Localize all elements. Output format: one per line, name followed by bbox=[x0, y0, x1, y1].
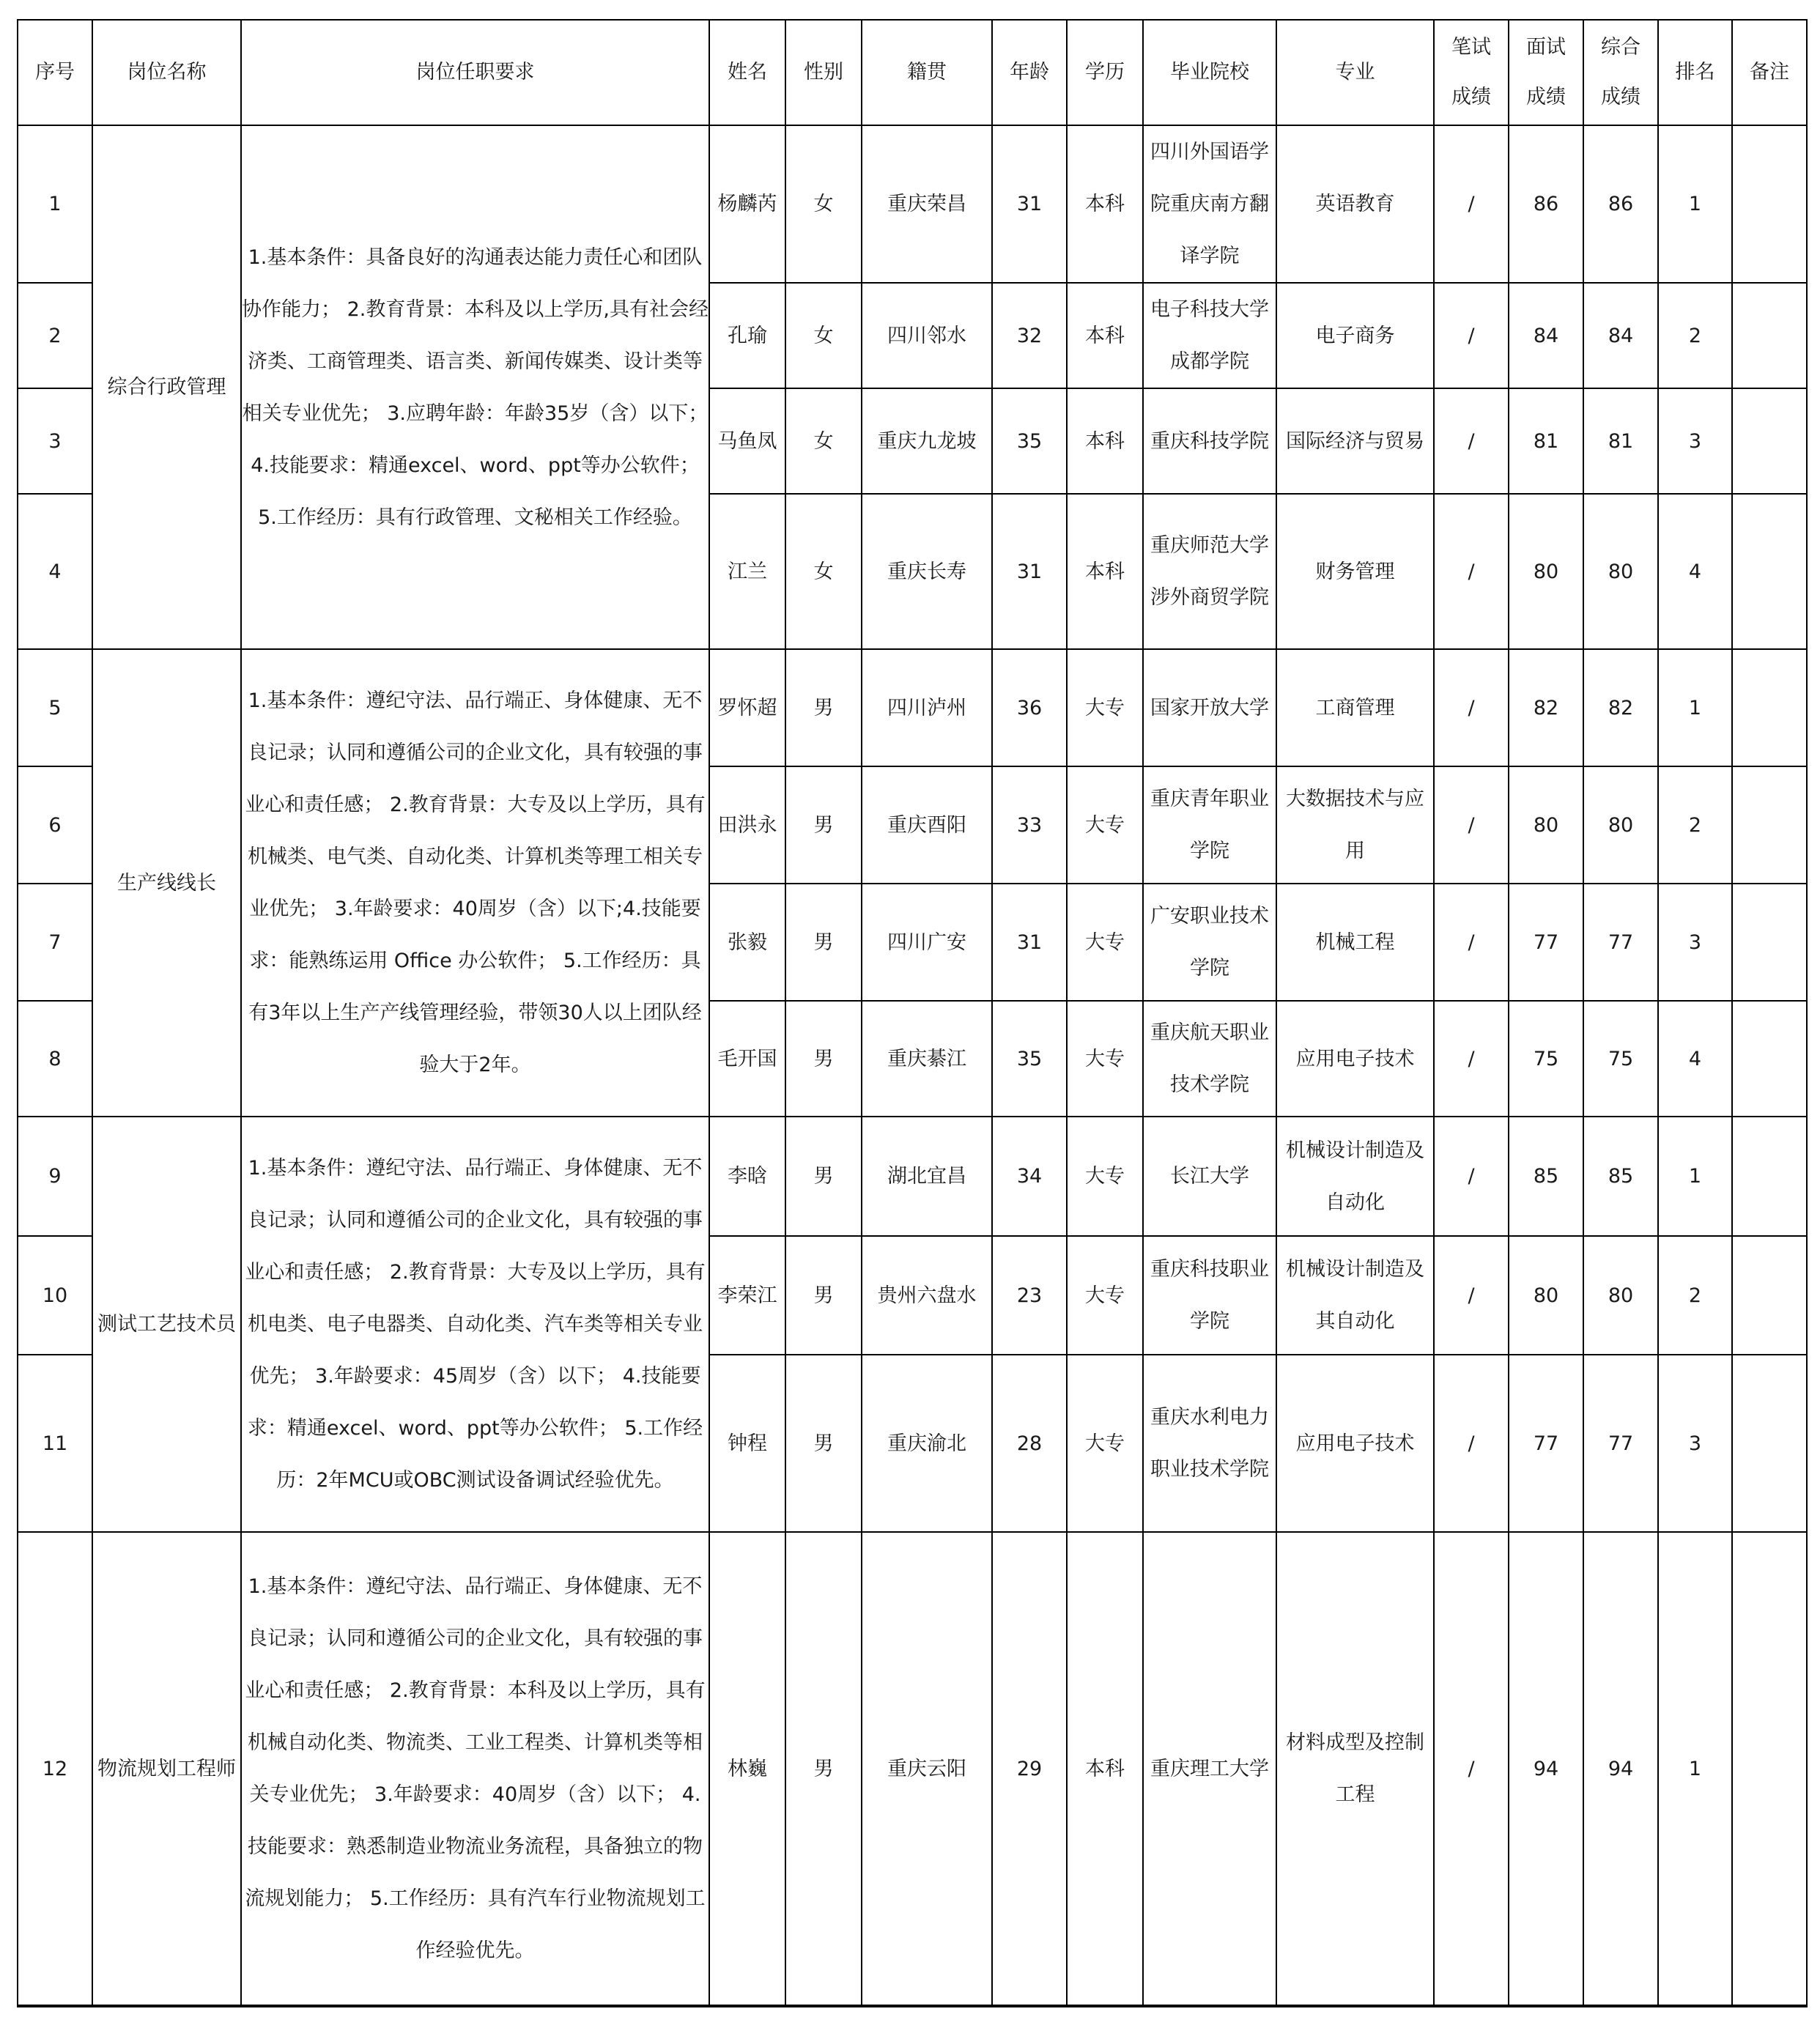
cell-seq: 10 bbox=[18, 1236, 92, 1355]
cell-major: 机械设计制造及其自动化 bbox=[1276, 1236, 1434, 1355]
cell-major: 英语教育 bbox=[1276, 125, 1434, 283]
cell-written-score: / bbox=[1434, 494, 1509, 649]
header-total-score: 综合成绩 bbox=[1583, 20, 1658, 125]
cell-education: 本科 bbox=[1067, 388, 1143, 494]
table-row bbox=[18, 649, 1807, 766]
table-row bbox=[18, 125, 1807, 283]
cell-gender: 男 bbox=[785, 1236, 862, 1355]
cell-rank: 2 bbox=[1658, 1236, 1732, 1355]
cell-interview-score: 77 bbox=[1509, 884, 1583, 1001]
header-remarks: 备注 bbox=[1732, 20, 1807, 125]
cell-rank: 4 bbox=[1658, 494, 1732, 649]
cell-seq: 8 bbox=[18, 1001, 92, 1117]
cell-native-place: 重庆长寿 bbox=[862, 494, 992, 649]
cell-interview-score: 84 bbox=[1509, 283, 1583, 388]
cell-requirements: 1.基本条件：遵纪守法、品行端正、身体健康、无不良记录；认同和遵循公司的企业文化，具有较强的事业心和责任感； 2.教育背景：大专及以上学历，具有机电类、电子电器类、自动化类、汽车类等相关专业优先； 3.年龄要求：45周岁（含）以下； 4.技能要求：精通excel、word、ppt等办公软件； 5.工作经历：2年MCU或OBC测试设备调试经验优先。 bbox=[241, 1117, 709, 1532]
cell-education: 本科 bbox=[1067, 283, 1143, 388]
cell-school: 重庆理工大学 bbox=[1143, 1532, 1276, 2006]
header-row bbox=[18, 20, 1807, 125]
cell-written-score: / bbox=[1434, 283, 1509, 388]
cell-interview-score: 80 bbox=[1509, 1236, 1583, 1355]
cell-name: 张毅 bbox=[709, 884, 785, 1001]
cell-rank: 3 bbox=[1658, 388, 1732, 494]
cell-age: 32 bbox=[992, 283, 1067, 388]
cell-age: 31 bbox=[992, 494, 1067, 649]
cell-rank: 4 bbox=[1658, 1001, 1732, 1117]
cell-total-score: 94 bbox=[1583, 1532, 1658, 2006]
cell-school: 四川外国语学院重庆南方翻译学院 bbox=[1143, 125, 1276, 283]
cell-gender: 女 bbox=[785, 283, 862, 388]
cell-remarks bbox=[1732, 283, 1807, 388]
cell-age: 28 bbox=[992, 1355, 1067, 1532]
cell-major: 大数据技术与应用 bbox=[1276, 766, 1434, 884]
cell-remarks bbox=[1732, 125, 1807, 283]
cell-age: 34 bbox=[992, 1117, 1067, 1236]
header-age: 年龄 bbox=[992, 20, 1067, 125]
cell-total-score: 86 bbox=[1583, 125, 1658, 283]
cell-remarks bbox=[1732, 1532, 1807, 2006]
header-rank: 排名 bbox=[1658, 20, 1732, 125]
cell-education: 本科 bbox=[1067, 494, 1143, 649]
cell-written-score: / bbox=[1434, 125, 1509, 283]
header-name: 姓名 bbox=[709, 20, 785, 125]
cell-major: 电子商务 bbox=[1276, 283, 1434, 388]
cell-position: 综合行政管理 bbox=[92, 125, 241, 649]
cell-written-score: / bbox=[1434, 649, 1509, 766]
cell-school: 电子科技大学成都学院 bbox=[1143, 283, 1276, 388]
cell-remarks bbox=[1732, 388, 1807, 494]
cell-age: 35 bbox=[992, 388, 1067, 494]
cell-gender: 男 bbox=[785, 766, 862, 884]
cell-name: 罗怀超 bbox=[709, 649, 785, 766]
cell-seq: 1 bbox=[18, 125, 92, 283]
cell-total-score: 75 bbox=[1583, 1001, 1658, 1117]
cell-total-score: 82 bbox=[1583, 649, 1658, 766]
cell-total-score: 85 bbox=[1583, 1117, 1658, 1236]
cell-school: 重庆青年职业学院 bbox=[1143, 766, 1276, 884]
cell-native-place: 重庆綦江 bbox=[862, 1001, 992, 1117]
header-written-score: 笔试成绩 bbox=[1434, 20, 1509, 125]
cell-position: 物流规划工程师 bbox=[92, 1532, 241, 2006]
cell-major: 工商管理 bbox=[1276, 649, 1434, 766]
cell-native-place: 贵州六盘水 bbox=[862, 1236, 992, 1355]
cell-interview-score: 94 bbox=[1509, 1532, 1583, 2006]
cell-native-place: 重庆云阳 bbox=[862, 1532, 992, 2006]
cell-native-place: 四川广安 bbox=[862, 884, 992, 1001]
cell-education: 大专 bbox=[1067, 1355, 1143, 1532]
cell-major: 财务管理 bbox=[1276, 494, 1434, 649]
cell-rank: 2 bbox=[1658, 766, 1732, 884]
cell-education: 大专 bbox=[1067, 884, 1143, 1001]
cell-gender: 男 bbox=[785, 649, 862, 766]
cell-rank: 3 bbox=[1658, 1355, 1732, 1532]
cell-major: 应用电子技术 bbox=[1276, 1001, 1434, 1117]
cell-major: 国际经济与贸易 bbox=[1276, 388, 1434, 494]
cell-interview-score: 75 bbox=[1509, 1001, 1583, 1117]
cell-rank: 1 bbox=[1658, 1117, 1732, 1236]
cell-rank: 1 bbox=[1658, 1532, 1732, 2006]
cell-interview-score: 77 bbox=[1509, 1355, 1583, 1532]
cell-native-place: 重庆九龙坡 bbox=[862, 388, 992, 494]
cell-name: 李晗 bbox=[709, 1117, 785, 1236]
candidate-ranking-table bbox=[17, 19, 1808, 2007]
cell-seq: 7 bbox=[18, 884, 92, 1001]
cell-major: 机械设计制造及自动化 bbox=[1276, 1117, 1434, 1236]
cell-seq: 6 bbox=[18, 766, 92, 884]
cell-age: 31 bbox=[992, 125, 1067, 283]
cell-position: 测试工艺技术员 bbox=[92, 1117, 241, 1532]
header-interview-score: 面试成绩 bbox=[1509, 20, 1583, 125]
cell-school: 重庆航天职业技术学院 bbox=[1143, 1001, 1276, 1117]
table-row bbox=[18, 1117, 1807, 1236]
cell-requirements: 1.基本条件：具备良好的沟通表达能力责任心和团队协作能力； 2.教育背景：本科及以上学历,具有社会经济类、工商管理类、语言类、新闻传媒类、设计类等相关专业优先； 3.应聘年龄：年龄35岁（含）以下； 4.技能要求：精通excel、word、ppt等办公软件； 5.工作经历：具有行政管理、文秘相关工作经验。 bbox=[241, 125, 709, 649]
cell-seq: 4 bbox=[18, 494, 92, 649]
cell-education: 大专 bbox=[1067, 649, 1143, 766]
cell-name: 江兰 bbox=[709, 494, 785, 649]
header-school: 毕业院校 bbox=[1143, 20, 1276, 125]
cell-written-score: / bbox=[1434, 1001, 1509, 1117]
cell-native-place: 四川泸州 bbox=[862, 649, 992, 766]
cell-gender: 男 bbox=[785, 1355, 862, 1532]
cell-remarks bbox=[1732, 766, 1807, 884]
cell-written-score: / bbox=[1434, 1117, 1509, 1236]
cell-name: 林巍 bbox=[709, 1532, 785, 2006]
header-gender: 性别 bbox=[785, 20, 862, 125]
cell-education: 本科 bbox=[1067, 125, 1143, 283]
header-position: 岗位名称 bbox=[92, 20, 241, 125]
cell-written-score: / bbox=[1434, 766, 1509, 884]
cell-interview-score: 81 bbox=[1509, 388, 1583, 494]
cell-total-score: 84 bbox=[1583, 283, 1658, 388]
cell-age: 33 bbox=[992, 766, 1067, 884]
cell-seq: 9 bbox=[18, 1117, 92, 1236]
cell-name: 孔瑜 bbox=[709, 283, 785, 388]
cell-native-place: 重庆酉阳 bbox=[862, 766, 992, 884]
cell-native-place: 湖北宜昌 bbox=[862, 1117, 992, 1236]
cell-rank: 1 bbox=[1658, 649, 1732, 766]
cell-written-score: / bbox=[1434, 388, 1509, 494]
cell-interview-score: 80 bbox=[1509, 494, 1583, 649]
cell-gender: 女 bbox=[785, 388, 862, 494]
cell-requirements: 1.基本条件：遵纪守法、品行端正、身体健康、无不良记录；认同和遵循公司的企业文化，具有较强的事业心和责任感； 2.教育背景：大专及以上学历，具有机械类、电气类、自动化类、计算机类等理工相关专业优先； 3.年龄要求：40周岁（含）以下;4.技能要求：能熟练运用 Office 办公软件； 5.工作经历：具有3年以上生产产线管理经验，带领30人以上团队经验大于2年。 bbox=[241, 649, 709, 1117]
cell-name: 马鱼凤 bbox=[709, 388, 785, 494]
cell-age: 31 bbox=[992, 884, 1067, 1001]
cell-remarks bbox=[1732, 1117, 1807, 1236]
cell-remarks bbox=[1732, 1001, 1807, 1117]
cell-age: 23 bbox=[992, 1236, 1067, 1355]
cell-education: 大专 bbox=[1067, 766, 1143, 884]
cell-school: 国家开放大学 bbox=[1143, 649, 1276, 766]
cell-gender: 女 bbox=[785, 494, 862, 649]
cell-name: 钟程 bbox=[709, 1355, 785, 1532]
cell-total-score: 81 bbox=[1583, 388, 1658, 494]
cell-name: 毛开国 bbox=[709, 1001, 785, 1117]
cell-interview-score: 85 bbox=[1509, 1117, 1583, 1236]
cell-total-score: 80 bbox=[1583, 494, 1658, 649]
cell-age: 29 bbox=[992, 1532, 1067, 2006]
cell-total-score: 80 bbox=[1583, 1236, 1658, 1355]
cell-major: 机械工程 bbox=[1276, 884, 1434, 1001]
cell-requirements: 1.基本条件：遵纪守法、品行端正、身体健康、无不良记录；认同和遵循公司的企业文化，具有较强的事业心和责任感； 2.教育背景：本科及以上学历，具有机械自动化类、物流类、工业工程类、计算机类等相关专业优先； 3.年龄要求：40周岁（含）以下； 4.技能要求：熟悉制造业物流业务流程，具备独立的物流规划能力； 5.工作经历：具有汽车行业物流规划工作经验优先。 bbox=[241, 1532, 709, 2006]
cell-gender: 男 bbox=[785, 1001, 862, 1117]
cell-seq: 3 bbox=[18, 388, 92, 494]
cell-major: 应用电子技术 bbox=[1276, 1355, 1434, 1532]
cell-school: 重庆水利电力职业技术学院 bbox=[1143, 1355, 1276, 1532]
cell-school: 重庆科技职业学院 bbox=[1143, 1236, 1276, 1355]
header-requirements: 岗位任职要求 bbox=[241, 20, 709, 125]
cell-education: 本科 bbox=[1067, 1532, 1143, 2006]
cell-written-score: / bbox=[1434, 884, 1509, 1001]
cell-total-score: 80 bbox=[1583, 766, 1658, 884]
cell-gender: 男 bbox=[785, 884, 862, 1001]
cell-gender: 男 bbox=[785, 1532, 862, 2006]
cell-education: 大专 bbox=[1067, 1001, 1143, 1117]
cell-school: 长江大学 bbox=[1143, 1117, 1276, 1236]
cell-school: 广安职业技术学院 bbox=[1143, 884, 1276, 1001]
header-education: 学历 bbox=[1067, 20, 1143, 125]
cell-remarks bbox=[1732, 1236, 1807, 1355]
header-seq: 序号 bbox=[18, 20, 92, 125]
cell-rank: 2 bbox=[1658, 283, 1732, 388]
cell-rank: 1 bbox=[1658, 125, 1732, 283]
cell-total-score: 77 bbox=[1583, 1355, 1658, 1532]
cell-seq: 2 bbox=[18, 283, 92, 388]
cell-remarks bbox=[1732, 884, 1807, 1001]
header-major: 专业 bbox=[1276, 20, 1434, 125]
cell-written-score: / bbox=[1434, 1532, 1509, 2006]
cell-seq: 11 bbox=[18, 1355, 92, 1532]
cell-written-score: / bbox=[1434, 1355, 1509, 1532]
cell-interview-score: 82 bbox=[1509, 649, 1583, 766]
cell-remarks bbox=[1732, 494, 1807, 649]
cell-position: 生产线线长 bbox=[92, 649, 241, 1117]
cell-name: 李荣江 bbox=[709, 1236, 785, 1355]
cell-rank: 3 bbox=[1658, 884, 1732, 1001]
header-native-place: 籍贯 bbox=[862, 20, 992, 125]
cell-gender: 男 bbox=[785, 1117, 862, 1236]
cell-school: 重庆科技学院 bbox=[1143, 388, 1276, 494]
cell-age: 36 bbox=[992, 649, 1067, 766]
cell-total-score: 77 bbox=[1583, 884, 1658, 1001]
table-row bbox=[18, 1532, 1807, 2006]
cell-remarks bbox=[1732, 1355, 1807, 1532]
cell-seq: 12 bbox=[18, 1532, 92, 2006]
cell-seq: 5 bbox=[18, 649, 92, 766]
cell-education: 大专 bbox=[1067, 1117, 1143, 1236]
cell-gender: 女 bbox=[785, 125, 862, 283]
cell-school: 重庆师范大学涉外商贸学院 bbox=[1143, 494, 1276, 649]
cell-name: 杨麟芮 bbox=[709, 125, 785, 283]
cell-native-place: 重庆荣昌 bbox=[862, 125, 992, 283]
cell-education: 大专 bbox=[1067, 1236, 1143, 1355]
cell-written-score: / bbox=[1434, 1236, 1509, 1355]
cell-name: 田洪永 bbox=[709, 766, 785, 884]
cell-interview-score: 86 bbox=[1509, 125, 1583, 283]
cell-remarks bbox=[1732, 649, 1807, 766]
cell-major: 材料成型及控制工程 bbox=[1276, 1532, 1434, 2006]
cell-native-place: 重庆渝北 bbox=[862, 1355, 992, 1532]
cell-native-place: 四川邻水 bbox=[862, 283, 992, 388]
cell-age: 35 bbox=[992, 1001, 1067, 1117]
cell-interview-score: 80 bbox=[1509, 766, 1583, 884]
